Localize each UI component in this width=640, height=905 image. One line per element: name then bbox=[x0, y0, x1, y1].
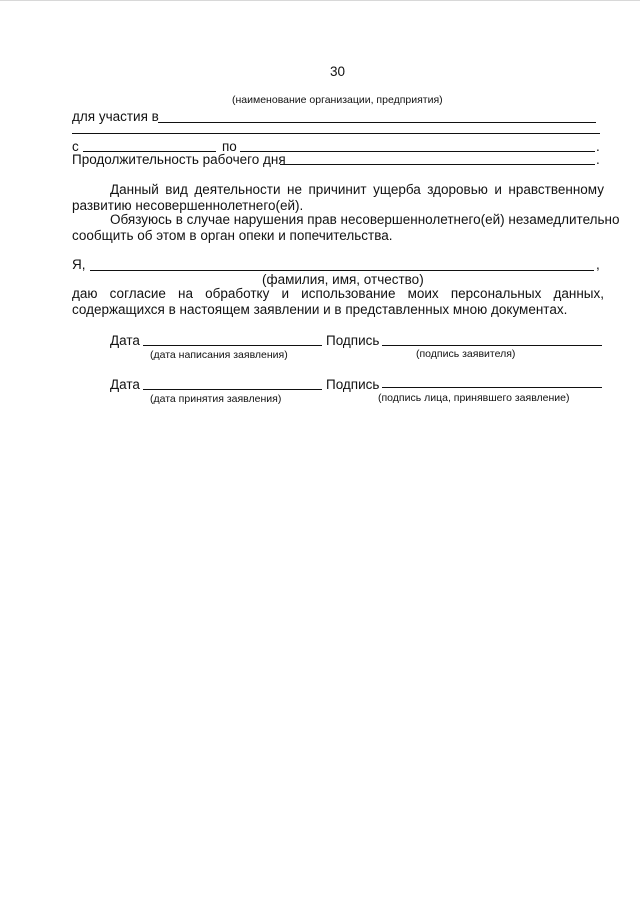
workday-field[interactable] bbox=[280, 164, 595, 165]
signature-label-1: Подпись bbox=[326, 333, 380, 348]
signature-caption-2: (подпись лица, принявшего заявление) bbox=[378, 392, 570, 404]
paragraph-1-line-2: развитию несовершеннолетнего(ей). bbox=[72, 198, 304, 213]
date-field-1[interactable] bbox=[143, 345, 322, 346]
page-number: 30 bbox=[330, 64, 346, 79]
signature-field-2[interactable] bbox=[382, 387, 602, 388]
workday-end-mark: . bbox=[596, 152, 600, 167]
i-end-mark: , bbox=[596, 257, 600, 272]
date-caption-2: (дата принятия заявления) bbox=[150, 393, 282, 405]
paragraph-2-line-1: Обязуюсь в случае нарушения прав несовершеннолетнего(ей) незамедлительно bbox=[110, 212, 620, 227]
full-name-field[interactable] bbox=[90, 270, 594, 271]
page-top-edge bbox=[0, 0, 640, 1]
date-label-1: Дата bbox=[110, 333, 140, 348]
from-label: с bbox=[72, 139, 79, 154]
participation-label: для участия в bbox=[72, 109, 159, 124]
signature-field-1[interactable] bbox=[382, 345, 602, 346]
paragraph-1-text-1: Данный вид деятельности не причинит ущерба здоровью и нравственному bbox=[110, 182, 604, 197]
signature-label-2: Подпись bbox=[326, 377, 380, 392]
consent-line-1 bbox=[72, 286, 604, 302]
consent-line-2: содержащихся в настоящем заявлении и в представленных мною документах. bbox=[72, 302, 568, 317]
consent-text-1: даю согласие на обработку и использование моих персональных данных, bbox=[72, 286, 604, 301]
to-label: по bbox=[222, 139, 237, 154]
organization-field-continued[interactable] bbox=[72, 133, 600, 134]
signature-caption-1: (подпись заявителя) bbox=[416, 348, 516, 360]
period-end-mark: . bbox=[596, 139, 600, 154]
participation-field[interactable] bbox=[158, 122, 596, 123]
org-caption: (наименование организации, предприятия) bbox=[232, 94, 443, 106]
to-date-field[interactable] bbox=[240, 151, 595, 152]
date-label-2: Дата bbox=[110, 377, 140, 392]
date-field-2[interactable] bbox=[143, 389, 322, 390]
fio-caption: (фамилия, имя, отчество) bbox=[262, 272, 424, 287]
date-caption-1: (дата написания заявления) bbox=[150, 349, 288, 361]
paragraph-1-line-1 bbox=[110, 182, 604, 198]
paragraph-2-line-2: сообщить об этом в орган опеки и попечительства. bbox=[72, 228, 393, 243]
workday-label: Продолжительность рабочего дня bbox=[72, 152, 286, 167]
i-label: Я, bbox=[72, 257, 86, 272]
